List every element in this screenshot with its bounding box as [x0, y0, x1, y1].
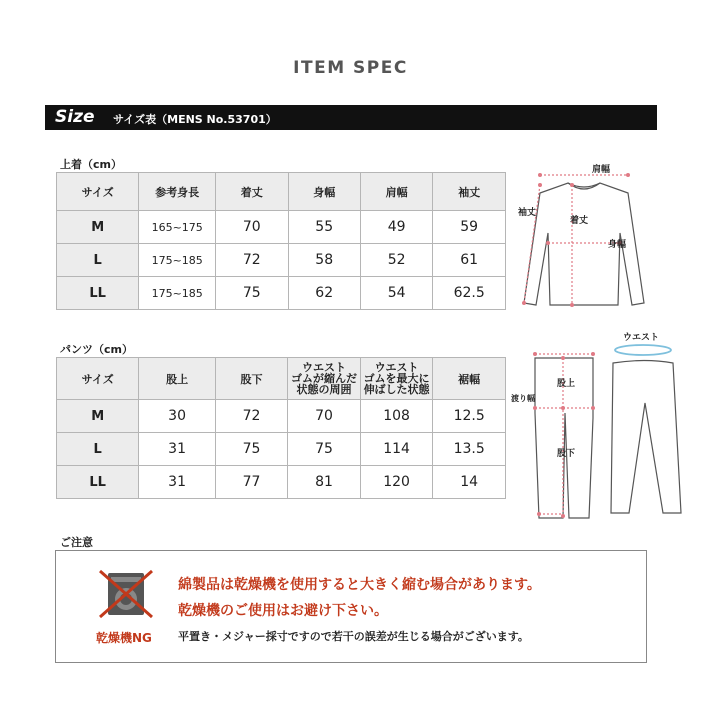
size-cell: M: [57, 400, 139, 433]
tops-header-row: [57, 173, 506, 211]
pants-header-cell: 股上: [139, 358, 215, 400]
value-cell: 12.5: [433, 400, 506, 433]
table-row: [57, 433, 506, 466]
waist-ring: [615, 345, 671, 355]
table-row: [57, 244, 506, 277]
value-cell: 72: [215, 400, 287, 433]
size-header-bar: [45, 105, 657, 130]
size-subtitle: サイズ表（MENS No.53701）: [113, 113, 277, 126]
value-cell: 81: [288, 466, 360, 499]
page-title: ITEM SPEC: [293, 58, 408, 78]
value-cell: 59: [433, 211, 506, 244]
pants-front-outline: [611, 361, 681, 514]
tops-header-cell: 肩幅: [360, 173, 432, 211]
tops-header-cell: 参考身長: [139, 173, 216, 211]
tops-header-cell: サイズ: [57, 173, 139, 211]
notice-line-3: 平置き・メジャー採寸ですので若干の誤差が生じる場合がございます。: [178, 630, 529, 643]
value-cell: 75: [216, 277, 288, 310]
shirt-diagram: [512, 155, 652, 325]
table-row: [57, 211, 506, 244]
size-cell: LL: [57, 466, 139, 499]
size-cell: M: [57, 211, 139, 244]
value-cell: 75: [215, 433, 287, 466]
pants-size-table: [56, 357, 506, 499]
value-cell: 58: [288, 244, 360, 277]
body-width-label: 身幅: [608, 240, 627, 250]
value-cell: 31: [139, 466, 215, 499]
tops-header-cell: 袖丈: [433, 173, 506, 211]
size-logo: Size: [55, 107, 95, 127]
value-cell: 70: [216, 211, 288, 244]
waist-label: ウエスト: [623, 333, 660, 343]
pants-header-cell: サイズ: [57, 358, 139, 400]
tops-size-table: [56, 172, 506, 310]
pants-header-cell: ウエスト ゴムを最大に 伸ばした状態: [360, 358, 433, 400]
dryer-ng-label: 乾燥機NG: [96, 631, 152, 645]
value-cell: 14: [433, 466, 506, 499]
value-cell: 13.5: [433, 433, 506, 466]
size-cell: LL: [57, 277, 139, 310]
value-cell: 114: [360, 433, 433, 466]
table-row: [57, 466, 506, 499]
pants-header-row: [57, 358, 506, 400]
value-cell: 30: [139, 400, 215, 433]
value-cell: 31: [139, 433, 215, 466]
pants-header-cell: ウエスト ゴムが縮んだ 状態の周囲: [288, 358, 360, 400]
value-cell: 61: [433, 244, 506, 277]
value-cell: 55: [288, 211, 360, 244]
sleeve-label: 袖丈: [518, 208, 537, 218]
value-cell: 108: [360, 400, 433, 433]
table-row: [57, 277, 506, 310]
value-cell: 77: [215, 466, 287, 499]
value-cell: 62.5: [433, 277, 506, 310]
value-cell: 52: [360, 244, 432, 277]
value-cell: 175~185: [139, 277, 216, 310]
notice-line-2: 乾燥機のご使用はお避け下さい。: [178, 603, 388, 619]
notice-box: [55, 550, 647, 663]
value-cell: 70: [288, 400, 360, 433]
value-cell: 175~185: [139, 244, 216, 277]
value-cell: 62: [288, 277, 360, 310]
table-row: [57, 400, 506, 433]
tops-header-cell: 身幅: [288, 173, 360, 211]
size-cell: L: [57, 244, 139, 277]
rise-label: 股上: [557, 379, 576, 389]
pants-header-cell: 裾幅: [433, 358, 506, 400]
value-cell: 72: [216, 244, 288, 277]
pants-label: パンツ（cm）: [60, 343, 133, 356]
thigh-label: 渡り幅: [511, 394, 535, 403]
length-label: 着丈: [570, 216, 589, 226]
pants-diagram: [505, 328, 690, 523]
shoulder-label: 肩幅: [592, 165, 611, 175]
value-cell: 120: [360, 466, 433, 499]
value-cell: 165~175: [139, 211, 216, 244]
inseam-label: 股下: [557, 449, 576, 459]
size-cell: L: [57, 433, 139, 466]
tops-label: 上着（cm）: [60, 158, 122, 171]
notice-label: ご注意: [60, 536, 93, 549]
value-cell: 54: [360, 277, 432, 310]
pants-header-cell: 股下: [215, 358, 287, 400]
value-cell: 49: [360, 211, 432, 244]
notice-line-1: 綿製品は乾燥機を使用すると大きく縮む場合があります。: [178, 577, 541, 593]
value-cell: 75: [288, 433, 360, 466]
tops-header-cell: 着丈: [216, 173, 288, 211]
